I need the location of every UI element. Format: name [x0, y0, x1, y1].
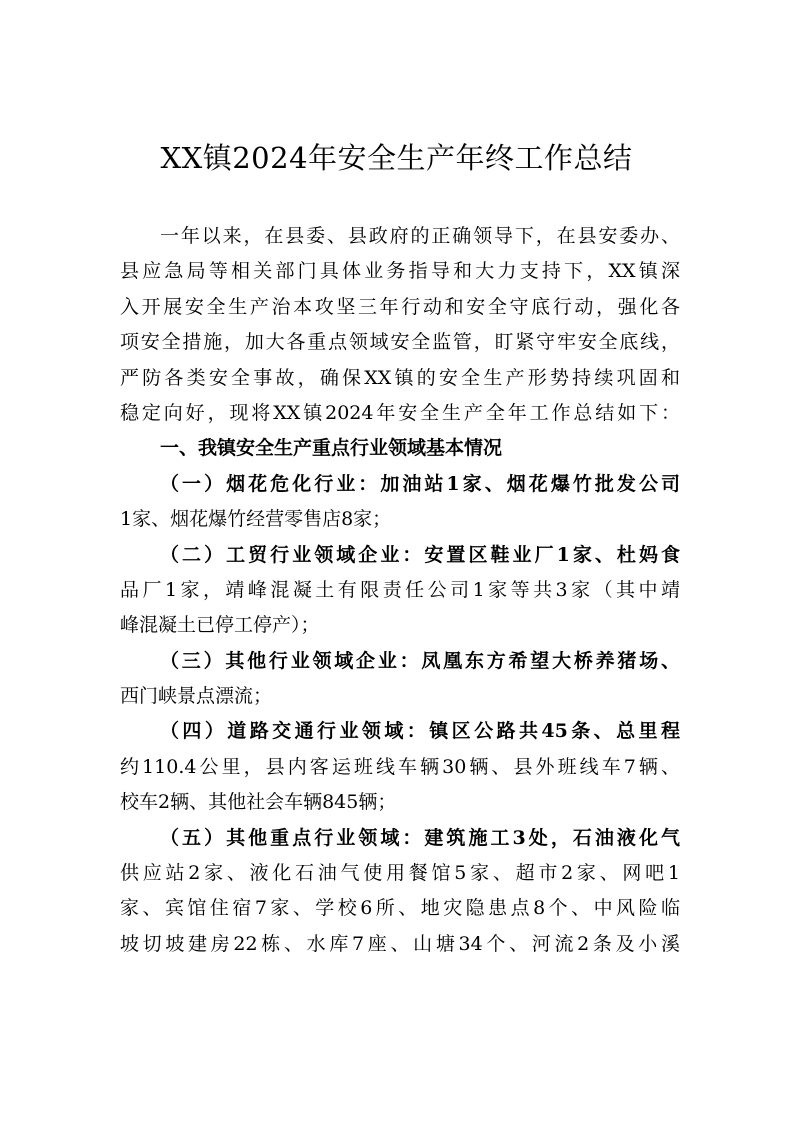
item-4-line-3: 校车2辆、其他社会车辆845辆； — [120, 791, 397, 814]
item-2-line-3: 峰混凝土已停工停产）； — [120, 614, 320, 637]
document-title: XX镇2024年安全生产年终工作总结 — [160, 141, 633, 175]
intro-line-4: 项安全措施，加大各重点领域安全监管，盯紧守牢安全底线， — [120, 331, 680, 354]
item-1-line-2: 1家、烟花爆竹经营零售店8家； — [120, 508, 392, 531]
intro-line-6: 稳定向好，现将XX镇2024年安全生产全年工作总结如下： — [120, 401, 680, 424]
item-3-line-2: 西门峡景点漂流； — [120, 685, 273, 708]
item-5-line-2: 供应站2家、液化石油气使用餐馆5家、超市2家、网吧1 — [120, 862, 680, 885]
document-body — [120, 219, 680, 962]
item-2-line-2: 品厂1家，靖峰混凝土有限责任公司1家等共3家（其中靖 — [120, 578, 680, 601]
item-2-line-1: （二）工贸行业领域企业：安置区鞋业厂1家、杜妈食 — [160, 543, 680, 566]
item-3-line-1: （三）其他行业领域企业：凤凰东方希望大桥养猪场、 — [160, 649, 680, 672]
item-5-line-3: 家、宾馆住宿7家、学校6所、地灾隐患点8个、中风险临 — [120, 897, 680, 920]
intro-line-5: 严防各类安全事故，确保XX镇的安全生产形势持续巩固和 — [120, 366, 680, 389]
intro-line-1: 一年以来，在县委、县政府的正确领导下，在县安委办、 — [160, 225, 680, 247]
item-4-line-2: 约110.4公里，县内客运班线车辆30辆、县外班线车7辆、 — [120, 755, 680, 778]
section-heading-1: 一、我镇安全生产重点行业领域基本情况 — [160, 437, 503, 460]
item-5-line-1: （五）其他重点行业领域：建筑施工3处，石油液化气 — [160, 826, 680, 849]
item-5-line-4: 坡切坡建房22栋、水库7座、山塘34个、河流2条及小溪 — [120, 932, 680, 955]
item-1-line-1: （一）烟花危化行业：加油站1家、烟花爆竹批发公司 — [160, 472, 680, 495]
intro-line-3: 入开展安全生产治本攻坚三年行动和安全守底行动，强化各 — [120, 295, 680, 318]
intro-line-2: 县应急局等相关部门具体业务指导和大力支持下，XX镇深 — [120, 260, 680, 283]
item-4-line-1: （四）道路交通行业领域：镇区公路共45条、总里程 — [160, 720, 680, 743]
